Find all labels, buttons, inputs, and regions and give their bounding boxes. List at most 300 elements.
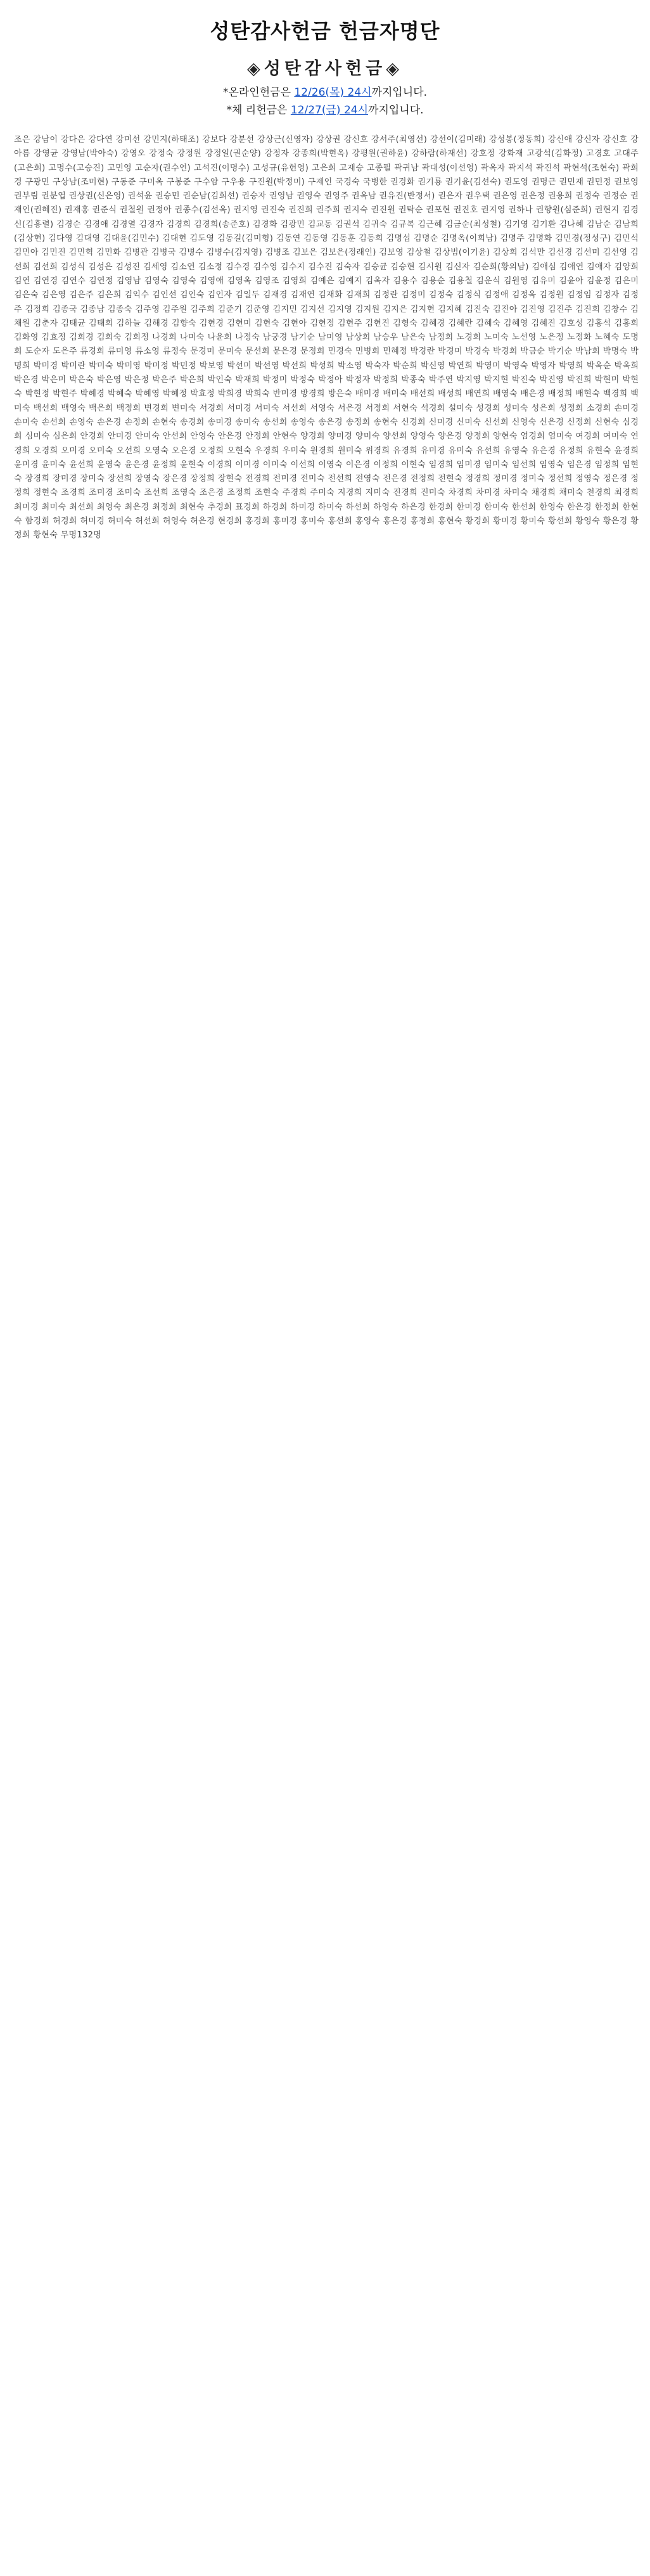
donor-name: 채미숙 (559, 488, 583, 498)
donor-name: 김정식 (456, 290, 481, 300)
donor-name: 함경희 (25, 516, 50, 527)
donor-name: 심은희 (53, 432, 77, 442)
donor-name: 권지영 (233, 205, 258, 215)
donor-name: 민경숙 (328, 347, 353, 357)
donor-name: 권보영 (614, 177, 639, 187)
donor-name: 김혜란 (448, 318, 473, 328)
donor-name: 김양희 (614, 262, 639, 272)
donor-name: 신미경 (428, 417, 454, 427)
donor-name: 신미숙 (456, 417, 481, 427)
donor-name: 김보영 (379, 248, 404, 258)
donor-name: 주미숙 (310, 488, 335, 498)
donor-name: 김귀숙 (362, 219, 388, 229)
donor-name: 김현진 (365, 318, 390, 328)
donor-name: 주경희 (282, 488, 307, 498)
donor-name: 변미숙 (172, 403, 196, 413)
donor-name: 김영옥 (227, 276, 252, 286)
donor-name: 장현숙 (217, 474, 243, 484)
donor-name: 최미숙 (41, 502, 67, 512)
donor-name: 박경미 (438, 347, 462, 357)
donor-name: 정은경 (602, 474, 628, 484)
donor-name: 강신애 (547, 135, 573, 144)
donor-name: 김인숙 (179, 290, 205, 300)
donor-name: 박지현 (484, 375, 509, 385)
donor-name: 채경희 (531, 488, 556, 498)
donor-name: 임선희 (511, 459, 537, 470)
donor-name: 최은경 (124, 502, 150, 512)
donor-name: 김진주 (547, 304, 573, 314)
donor-name: 배미경 (355, 389, 380, 399)
donor-name: 성경희 (476, 403, 500, 413)
donor-name: 고종필 (366, 163, 392, 173)
donor-name: 장영숙 (135, 474, 160, 484)
donor-name: 김병수(김지영) (206, 248, 263, 258)
donor-name: 조미숙 (116, 488, 141, 498)
donor-name: 김남희(김상현) (14, 219, 639, 244)
donor-name: 박현미 (594, 375, 620, 385)
donor-name: 홍경희 (245, 516, 270, 527)
donor-name: 홍미숙 (300, 516, 325, 527)
donor-name: 김병관 (124, 248, 149, 258)
donor-name: 권영숙 (296, 191, 321, 202)
donor-name: 권은정 (520, 191, 545, 202)
donor-name: 박은정 (124, 375, 150, 385)
donor-name: 권진숙 (260, 205, 286, 215)
donor-name: 김교동 (307, 219, 333, 229)
donor-name: 배영숙 (493, 389, 518, 399)
donor-name: 김수지 (280, 262, 305, 272)
donor-name: 문선희 (245, 347, 270, 357)
donor-name: 권유진(반정서) (379, 191, 435, 202)
donor-name: 권준식 (92, 205, 117, 215)
donor-name: 최정희 (152, 502, 177, 512)
donor-name: 김경애 (84, 219, 109, 229)
donor-name: 진미숙 (420, 488, 445, 498)
donor-name: 박은경 (14, 375, 39, 385)
donor-name: 손선희 (41, 417, 67, 427)
donor-name: 백영숙 (61, 403, 86, 413)
donor-name: 김남순 (586, 219, 611, 229)
donor-name: 박은주 (152, 375, 177, 385)
donor-name: 강분선 (229, 135, 255, 144)
donor-name: 허미경 (80, 516, 105, 527)
donor-name: 김지현 (410, 304, 435, 314)
donor-name: 안영숙 (190, 432, 215, 442)
donor-name: 박희숙 (245, 389, 270, 399)
donor-name: 남은숙 (401, 333, 426, 343)
donor-name: 장선희 (107, 474, 132, 484)
donor-name: 하선희 (345, 502, 371, 512)
donor-name: 김동희 (359, 234, 383, 244)
donor-name: 박정아 (318, 375, 343, 385)
donor-name: 배미숙 (383, 389, 408, 399)
donor-name: 김은주 (69, 290, 94, 300)
donor-name: 조은 (14, 135, 30, 144)
donor-name: 원미숙 (337, 445, 362, 456)
donor-name: 허은경 (190, 516, 215, 527)
donor-name: 노미숙 (484, 333, 509, 343)
donor-name: 안경희 (80, 432, 105, 442)
notice-suffix: 까지입니다. (368, 104, 424, 117)
donor-name: 김승균 (362, 262, 388, 272)
donor-name: 강민지(하태조) (143, 135, 200, 144)
donor-name: 신정희 (567, 417, 592, 427)
donor-name: 김명옥(이희남) (441, 234, 497, 244)
donor-name: 엄미숙 (547, 432, 573, 442)
donor-name: 김지민 (272, 304, 298, 314)
donor-name: 이미숙 (262, 459, 288, 470)
donor-name: 김은희 (96, 290, 122, 300)
donor-name: 고순자(권수연) (134, 163, 191, 173)
donor-name: 소경희 (586, 403, 611, 413)
donor-name: 신선희 (484, 417, 509, 427)
donor-name: 황미숙 (520, 516, 545, 527)
donor-name: 박정미 (262, 375, 288, 385)
donor-name: 유미숙 (448, 445, 473, 456)
donor-name: 김지영 (328, 304, 353, 314)
donor-name: 홍현숙 (438, 516, 462, 527)
donor-name: 김현주 (337, 318, 362, 328)
donor-name: 권지숙 (343, 205, 368, 215)
donor-name: 구광민 (25, 177, 50, 187)
donor-name: 김홍희 (614, 318, 639, 328)
donor-name: 송영숙 (290, 417, 315, 427)
donor-name: 강성봉(정동희) (488, 135, 545, 144)
donor-name: 박순희 (393, 361, 418, 371)
donor-name: 임미경 (456, 459, 481, 470)
donor-name: 연경희 (14, 432, 639, 456)
donor-name: 황미경 (493, 516, 518, 527)
donor-name: 박경희 (493, 347, 518, 357)
donor-name: 유정희 (559, 445, 583, 456)
donor-name: 유은경 (531, 445, 556, 456)
donor-name: 문은경 (272, 347, 298, 357)
donor-name: 여미숙 (602, 432, 628, 442)
notice-date[interactable]: 12/27(금) 24시 (290, 104, 369, 117)
donor-name: 김홍석 (586, 318, 611, 328)
donor-name: 박영미 (476, 361, 500, 371)
donor-name: 정경희 (465, 474, 490, 484)
donor-name: 신은경 (539, 417, 564, 427)
donor-name: 김규복 (390, 219, 415, 229)
donor-name: 양정희 (465, 432, 490, 442)
donor-name: 차미숙 (503, 488, 528, 498)
donor-name: 정정희 (14, 474, 639, 498)
donor-name: 김운식 (476, 276, 500, 286)
donor-name: 구상남(조미현) (52, 177, 109, 187)
donor-name: 김현숙 (255, 318, 279, 328)
donor-name: 남승우 (373, 333, 398, 343)
donor-name: 방경희 (300, 389, 325, 399)
donor-name: 김재경 (262, 290, 288, 300)
donor-name: 윤경희 (614, 445, 639, 456)
donor-name: 권지영 (481, 205, 506, 215)
donor-name: 김태희 (89, 318, 113, 328)
donor-name: 김인선 (152, 290, 177, 300)
notice-date[interactable]: 12/26(목) 24시 (294, 86, 372, 99)
donor-name: 황은경 (602, 516, 628, 527)
donor-name: 양영숙 (410, 432, 435, 442)
notice-online (0, 84, 650, 101)
donor-name: 김춘자 (33, 318, 58, 328)
donor-name: 김정주 (14, 290, 639, 314)
donor-name: 백선희 (33, 403, 58, 413)
donor-name: 변경희 (144, 403, 169, 413)
donor-name: 권분엽 (41, 191, 67, 202)
donor-name: 김인자 (207, 290, 233, 300)
donor-name: 박경란 (410, 347, 435, 357)
donor-name: 권정숙 (575, 191, 601, 202)
donor-name: 권향원(심준희) (535, 205, 592, 215)
donor-name: 김성은 (88, 262, 113, 272)
donor-name: 장미숙 (80, 474, 105, 484)
donor-name: 김진아 (493, 304, 518, 314)
donor-name: 김해경 (144, 318, 169, 328)
donor-name: 김민화 (96, 248, 121, 258)
notices (0, 84, 650, 119)
donor-name: 강다은 (60, 135, 86, 144)
donor-name: 김예지 (337, 276, 362, 286)
donor-name: 박은숙 (69, 375, 94, 385)
donor-name: 홍영숙 (355, 516, 380, 527)
donor-name: 박금순 (520, 347, 545, 357)
donor-name: 박보영 (199, 361, 224, 371)
donor-name: 한은경 (567, 502, 592, 512)
donor-name: 노선영 (511, 333, 537, 343)
donor-name: 구진원(박정미) (248, 177, 305, 187)
donor-name: 임정희 (594, 459, 620, 470)
donor-name: 김준기 (217, 304, 243, 314)
donor-name: 최경희 (614, 488, 639, 498)
donor-name: 문경미 (190, 347, 215, 357)
donor-name: 설미숙 (448, 403, 473, 413)
donor-name: 김지원 (355, 304, 380, 314)
donor-name: 정미경 (493, 474, 518, 484)
donor-name: 김원영 (503, 276, 528, 286)
donor-name: 김경화 (253, 219, 277, 229)
donor-name: 송선희 (262, 417, 288, 427)
donor-name: 김애연 (559, 262, 584, 272)
donor-name: 안정희 (245, 432, 270, 442)
donor-name: 전은경 (383, 474, 408, 484)
donor-name: 윤미경 (14, 459, 39, 470)
donor-name: 김재희 (345, 290, 371, 300)
donor-name: 김유미 (531, 276, 556, 286)
donor-name: 한정희 (594, 502, 620, 512)
donor-name: 박숙자 (365, 361, 390, 371)
donor-name: 권우택 (465, 191, 490, 202)
donor-name: 김진희 (575, 304, 601, 314)
donor-name: 박인숙 (207, 375, 233, 385)
donor-name: 윤은경 (124, 459, 150, 470)
donor-name: 정선희 (547, 474, 573, 484)
donor-name: 고명수(고승진) (48, 163, 105, 173)
donor-name: 고성규(유헌영) (252, 163, 309, 173)
donor-name: 박미란 (61, 361, 86, 371)
donor-name: 서현숙 (393, 403, 418, 413)
donor-name: 황경희 (465, 516, 490, 527)
donor-name: 유영숙 (503, 445, 528, 456)
donor-name: 오미숙 (89, 445, 113, 456)
donor-name: 김숙자 (335, 262, 360, 272)
donor-name: 손정희 (124, 417, 150, 427)
donor-name: 차미경 (476, 488, 500, 498)
donor-name: 김상철 (406, 248, 431, 258)
donor-name: 김대윤(김민수) (103, 234, 160, 244)
donor-name: 김순희(황의남) (473, 262, 529, 272)
donor-name: 장정희 (190, 474, 215, 484)
donor-name: 곽현석(조현숙) (563, 163, 620, 173)
donor-name: 구동준 (111, 177, 136, 187)
donor-name: 김종숙 (107, 304, 132, 314)
donor-name: 손현숙 (152, 417, 177, 427)
donor-name: 백정희 (116, 403, 141, 413)
donor-name: 강서주(최영선) (371, 135, 428, 144)
donor-name: 최선희 (69, 502, 94, 512)
donor-name: 황현숙 (33, 530, 58, 541)
donor-name: 권은영 (493, 191, 518, 202)
donor-name: 허선희 (135, 516, 160, 527)
donor-name: 김경순 (56, 219, 81, 229)
donor-name: 김소정 (198, 262, 223, 272)
donor-name: 오경희 (33, 445, 58, 456)
donor-name: 윤미숙 (41, 459, 67, 470)
donor-name: 박민정 (172, 361, 196, 371)
donor-name: 김민아 (14, 248, 39, 258)
donor-name: 김소연 (170, 262, 196, 272)
donor-name: 박현숙 (14, 375, 639, 399)
donor-name: 박명숙 (602, 347, 628, 357)
donor-name: 권진원 (371, 205, 396, 215)
donor-name: 박연희 (448, 361, 473, 371)
donor-name: 배연희 (465, 389, 490, 399)
donor-name: 임현숙 (14, 459, 639, 484)
donor-name: 김상범(이기윤) (434, 248, 490, 258)
donor-name: 구제인 (307, 177, 333, 187)
donor-name: 강종희(박현옥) (292, 149, 349, 159)
donor-name: 박선미 (227, 361, 252, 371)
donor-name: 김기환 (532, 219, 556, 229)
donor-name: 김동연 (276, 234, 301, 244)
donor-name: 김혜숙 (476, 318, 500, 328)
donor-name: 남상희 (345, 333, 371, 343)
donor-name: 배현숙 (575, 389, 601, 399)
donor-name: 전현숙 (438, 474, 462, 484)
donor-name: 배성희 (438, 389, 462, 399)
donor-name: 조영숙 (172, 488, 196, 498)
donor-name: 백경희 (602, 389, 628, 399)
donor-name: 강다연 (88, 135, 113, 144)
donor-name: 서은경 (337, 403, 362, 413)
donor-name: 정영숙 (575, 474, 601, 484)
donor-name: 성미숙 (503, 403, 528, 413)
donor-name: 김보은 (293, 248, 317, 258)
donor-name: 김민혁 (68, 248, 94, 258)
donor-name: 권명근 (532, 177, 556, 187)
donor-name: 권포현 (426, 205, 451, 215)
donor-name: 안은경 (217, 432, 243, 442)
donor-name: 김광민 (280, 219, 305, 229)
donor-name: 김연 (14, 276, 30, 286)
donor-name: 강상권 (316, 135, 341, 144)
donor-name: 권도영 (504, 177, 529, 187)
donor-name: 국병한 (362, 177, 388, 187)
donor-name: 권석윤 (127, 191, 153, 202)
donor-name: 민혜정 (383, 347, 408, 357)
donor-name: 김근혜 (417, 219, 443, 229)
donor-name: 김현미 (227, 318, 252, 328)
donor-name: 김진영 (520, 304, 545, 314)
donor-name: 곽옥자 (480, 163, 506, 173)
donor-name: 김수영 (253, 262, 278, 272)
donor-name: 도순자 (25, 347, 50, 357)
donor-name: 김도영 (189, 234, 215, 244)
donor-name: 이경희 (207, 459, 233, 470)
donor-name: 송은경 (318, 417, 343, 427)
donor-name: 안미숙 (135, 432, 160, 442)
donor-name: 지미숙 (365, 488, 390, 498)
donor-name: 나경희 (152, 333, 177, 343)
donor-name: 김경희 (166, 219, 191, 229)
donor-name: 김정애 (484, 290, 509, 300)
donor-name: 서영숙 (310, 403, 335, 413)
donor-name: 현경희 (217, 516, 243, 527)
donor-name: 김보은(정래인) (320, 248, 376, 258)
donor-name: 윤정희 (152, 459, 177, 470)
donor-name: 강정원 (177, 149, 202, 159)
donor-name: 박주연 (428, 375, 454, 385)
donor-name: 하미숙 (318, 502, 343, 512)
donor-name: 조경희 (61, 488, 86, 498)
donor-name: 강영오 (121, 149, 146, 159)
donor-name: 장은경 (162, 474, 188, 484)
donor-name: 김금순(최성철) (445, 219, 502, 229)
donor-name: 김정란 (373, 290, 398, 300)
donor-name: 양미숙 (355, 432, 380, 442)
donor-name: 고재승 (339, 163, 364, 173)
donor-name: 박종숙 (401, 375, 426, 385)
donor-name: 유선희 (476, 445, 500, 456)
donor-name: 김기영 (504, 219, 529, 229)
donor-name: 국경숙 (335, 177, 360, 187)
donor-name: 박미숙 (89, 361, 113, 371)
donor-name: 강남이 (33, 135, 58, 144)
donor-name: 권승민 (155, 191, 180, 202)
donor-name: 권종수(김선옥) (174, 205, 231, 215)
donor-name: 강아름 (14, 135, 639, 159)
donor-name: 김혜경 (420, 318, 445, 328)
donor-name: 무명132명 (60, 530, 102, 541)
donor-name: 한경희 (428, 502, 454, 512)
donor-name: 최미경 (14, 502, 39, 512)
donor-name: 박미정 (144, 361, 169, 371)
donor-name: 유경희 (393, 445, 418, 456)
donor-name: 김영애 (199, 276, 224, 286)
donor-name: 하은경 (401, 502, 426, 512)
donor-name: 윤영숙 (96, 459, 122, 470)
donor-name: 지경희 (337, 488, 362, 498)
donor-name: 정미숙 (520, 474, 545, 484)
donor-name: 서정희 (365, 403, 390, 413)
donor-name: 류정숙 (162, 347, 188, 357)
donor-name: 박옥희 (614, 361, 639, 371)
donor-name: 고은희 (311, 163, 336, 173)
donor-name: 김선희 (33, 262, 58, 272)
donor-name: 김태균 (61, 318, 86, 328)
donor-name: 구미옥 (139, 177, 164, 187)
page-title: 성탄감사헌금 헌금자명단 (210, 19, 440, 43)
donor-name: 김용수 (393, 276, 418, 286)
